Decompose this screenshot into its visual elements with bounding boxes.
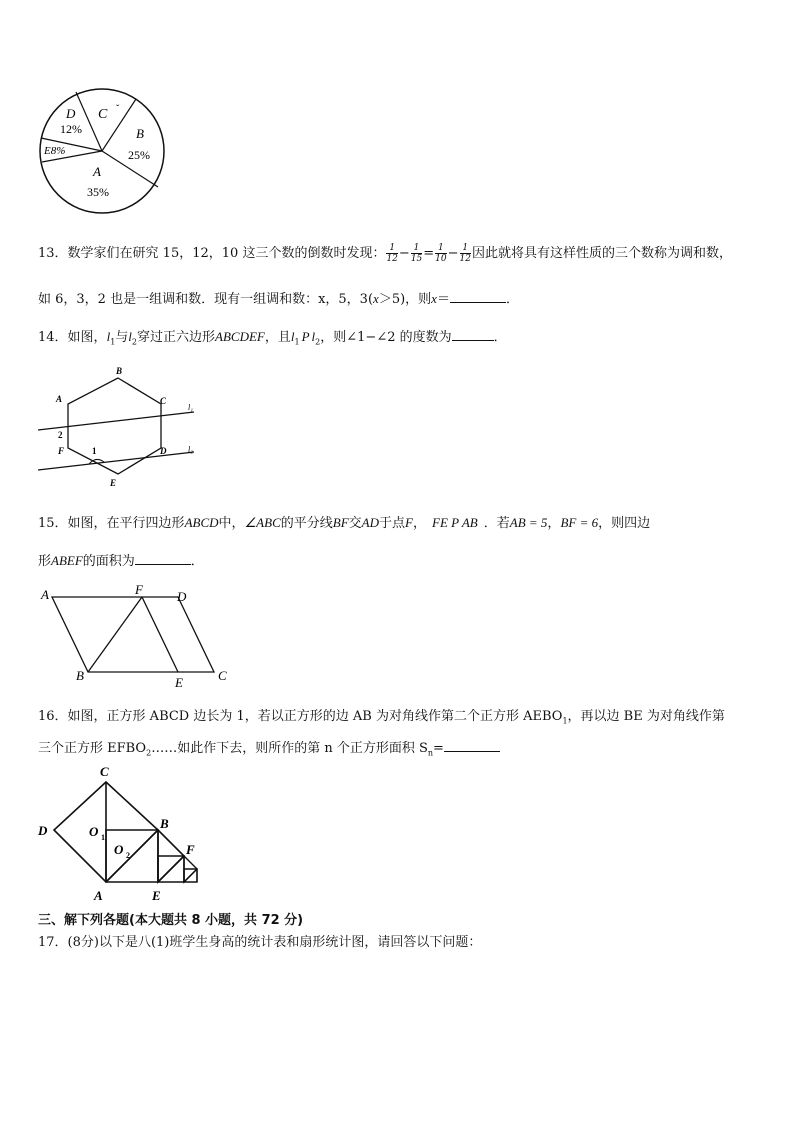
q14-hexagon-figure xyxy=(36,366,206,492)
q16-number: 16． xyxy=(38,709,68,724)
q15-answer-blank[interactable] xyxy=(135,552,191,565)
pie-label-c: C xyxy=(98,107,108,122)
pie-pct-d: 12% xyxy=(60,122,82,136)
q14-par-sub1: 1 xyxy=(294,337,300,347)
q15-segment-bf xyxy=(88,597,142,672)
q13-line2-b: ＞5)，则 xyxy=(378,292,432,307)
q14-angle-2: 2 xyxy=(58,430,63,440)
q14-label-f: F xyxy=(58,446,65,456)
q15-text-f: ， xyxy=(412,516,426,531)
q13-var-x2: x xyxy=(431,291,437,306)
q15-ad: AD xyxy=(361,515,380,530)
q13-var-x: x xyxy=(373,291,379,306)
section-heading: 三、解下列各题(本大题共 8 小题，共 72 分) xyxy=(38,913,304,928)
q13-equals: = xyxy=(423,246,435,261)
q15-text-h: ， xyxy=(547,516,561,531)
pie-c-mark: ˇ xyxy=(116,104,120,115)
q15-text-a: 如图，在平行四边形 xyxy=(67,516,185,531)
q14-label-l2: l₂ xyxy=(188,445,194,454)
q16-sub-n: n xyxy=(427,748,434,758)
q17-number: 17． xyxy=(38,935,68,950)
q14-l2: l xyxy=(128,329,132,344)
q15-segment-fe xyxy=(142,597,178,672)
q14-l1-sub: 1 xyxy=(110,337,116,347)
q16-squares-figure xyxy=(36,762,206,908)
q16-label-b: B xyxy=(160,816,169,831)
q13-frac-2: $\frac{1}{15}$ xyxy=(410,243,423,264)
pie-pct-a: 35% xyxy=(87,185,109,199)
q14-and: 与 xyxy=(115,330,129,345)
q15-parallelogram-figure xyxy=(38,582,234,690)
q14-par-l1: l xyxy=(290,329,295,344)
q13-eq: ＝ xyxy=(436,292,450,307)
q16-sub1: 1 xyxy=(562,716,568,726)
q14-answer-blank[interactable] xyxy=(452,328,494,341)
q16-label-e: E xyxy=(152,888,161,903)
pie-label-d: D xyxy=(66,106,76,121)
q16-diagonal-be xyxy=(158,856,184,882)
q14-label-c: C xyxy=(160,396,167,406)
q15-abef: ABEF xyxy=(51,553,83,568)
q14-parallel-symbol: P xyxy=(301,329,310,344)
q15-parallelogram xyxy=(52,597,214,672)
q16-line2 xyxy=(38,739,500,763)
q14-l1: l xyxy=(106,329,111,344)
q13-minus-1: − xyxy=(398,246,410,261)
q16-line1 xyxy=(38,708,725,731)
q15-label-c: C xyxy=(218,668,227,683)
q16-answer-blank[interactable] xyxy=(444,739,500,752)
q15-label-d: D xyxy=(177,589,187,604)
q14-label-b: B xyxy=(116,366,123,376)
q13-frac-4: $\frac{1}{12}$ xyxy=(459,243,471,264)
q13-text-b: 因此就将具有这样性质的三个数称为调和数， xyxy=(471,246,732,261)
q14-angle-1: 1 xyxy=(92,446,97,456)
q13-end: ． xyxy=(505,292,519,307)
q15-bf: BF xyxy=(332,515,349,530)
q15-line2-b: 的面积为 xyxy=(82,554,135,569)
q15-end: ． xyxy=(190,554,204,569)
q14-label-l1: l₁ xyxy=(188,403,194,412)
pie-label-a: A xyxy=(93,164,101,179)
q15-label-f: F xyxy=(135,582,143,597)
q16-label-d: D xyxy=(38,823,48,838)
q14-number: 14． xyxy=(38,330,68,345)
q16-sub2: 2 xyxy=(146,748,152,758)
q16-line2-a: 三个正方形 EFBO xyxy=(38,741,147,756)
q14-par-l2: l xyxy=(311,329,316,344)
q16-line2-b: ……如此作下去，则所作的第 n 个正方形面积 S xyxy=(151,741,428,756)
q15-line1 xyxy=(38,514,650,533)
q14-text-a: 如图， xyxy=(67,330,107,345)
q14-end: ． xyxy=(493,330,507,345)
q14-hexagon xyxy=(68,378,161,474)
q13-line1 xyxy=(38,243,732,264)
q14-l2-sub: 2 xyxy=(131,337,138,347)
q15-line2 xyxy=(38,552,204,571)
q14-label-e: E xyxy=(110,478,117,488)
q14-hexagon-name: ABCDEF xyxy=(215,329,265,344)
q15-label-e: E xyxy=(175,675,183,690)
q14-line xyxy=(38,328,507,352)
q13-line2 xyxy=(38,290,519,309)
q14-par-sub2: 2 xyxy=(315,337,321,347)
q15-angle: ∠ABC xyxy=(244,515,281,530)
q16-label-c: C xyxy=(100,764,109,779)
q15-text-c: 的平分线 xyxy=(280,516,333,531)
q13-answer-blank[interactable] xyxy=(450,290,506,303)
q14-text-b: 穿过正六边形 xyxy=(137,330,216,345)
q13-number: 13． xyxy=(38,246,68,261)
q13-line2-a: 如 6，3，2 也是一组调和数．现有一组调和数：x，5，3( xyxy=(38,292,374,307)
q13-text-a: 数学家们在研究 15，12，10 这三个数的倒数时发现： xyxy=(67,246,386,261)
q17-line xyxy=(38,934,481,952)
q16-label-a: A xyxy=(94,888,103,903)
q15-label-a: A xyxy=(41,587,49,602)
q15-ab5: AB = 5 xyxy=(509,515,548,530)
q16-label-o2-sub: 2 xyxy=(126,851,130,860)
q14-text-d: ，则∠1−∠2 的度数为 xyxy=(320,330,452,345)
q15-line2-a: 形 xyxy=(38,554,52,569)
q14-label-a: A xyxy=(56,394,63,404)
q16-diagonal-4 xyxy=(184,869,197,882)
pie-pct-b: 25% xyxy=(128,148,150,162)
q13-frac-1: $\frac{1}{12}$ xyxy=(386,243,398,264)
q15-f: F xyxy=(405,515,413,530)
q16-label-o1: O xyxy=(89,824,99,839)
q17-text: (8分)以下是八(1)班学生身高的统计表和扇形统计图，请回答以下问题： xyxy=(67,935,482,950)
q16-label-f: F xyxy=(186,842,195,857)
q16-line2-c: = xyxy=(433,741,444,756)
q13-frac-3: $\frac{1}{10}$ xyxy=(435,243,447,264)
q16-text: 如图，正方形 ABCD 边长为 1，若以正方形的边 AB 为对角线作第二个正方形 AEBO xyxy=(67,709,563,724)
pie-figure xyxy=(38,88,168,216)
q14-text-c: ，且 xyxy=(264,330,291,345)
q16-label-o2: O xyxy=(114,842,124,857)
q15-text-g: ．若 xyxy=(483,516,510,531)
q14-label-d: D xyxy=(160,446,167,456)
q15-label-b: B xyxy=(76,668,84,683)
pie-label-e: E8% xyxy=(44,145,66,157)
q15-text-d: 交 xyxy=(348,516,362,531)
q13-minus-2: − xyxy=(447,246,459,261)
q15-text-i: ，则四边 xyxy=(598,516,651,531)
pie-label-b: B xyxy=(136,126,144,141)
q15-text-e: 于点 xyxy=(379,516,406,531)
q15-abcd: ABCD xyxy=(184,515,219,530)
q15-fe-parallel-ab: FE P AB xyxy=(432,515,478,530)
q15-bf6: BF = 6 xyxy=(560,515,599,530)
q14-line-l1 xyxy=(38,412,194,430)
q15-text-b: 中， xyxy=(218,516,245,531)
q15-number: 15． xyxy=(38,516,68,531)
q16-label-o1-sub: 1 xyxy=(101,833,105,842)
q16-text-b: ，再以边 BE 为对角线作第 xyxy=(567,709,725,724)
